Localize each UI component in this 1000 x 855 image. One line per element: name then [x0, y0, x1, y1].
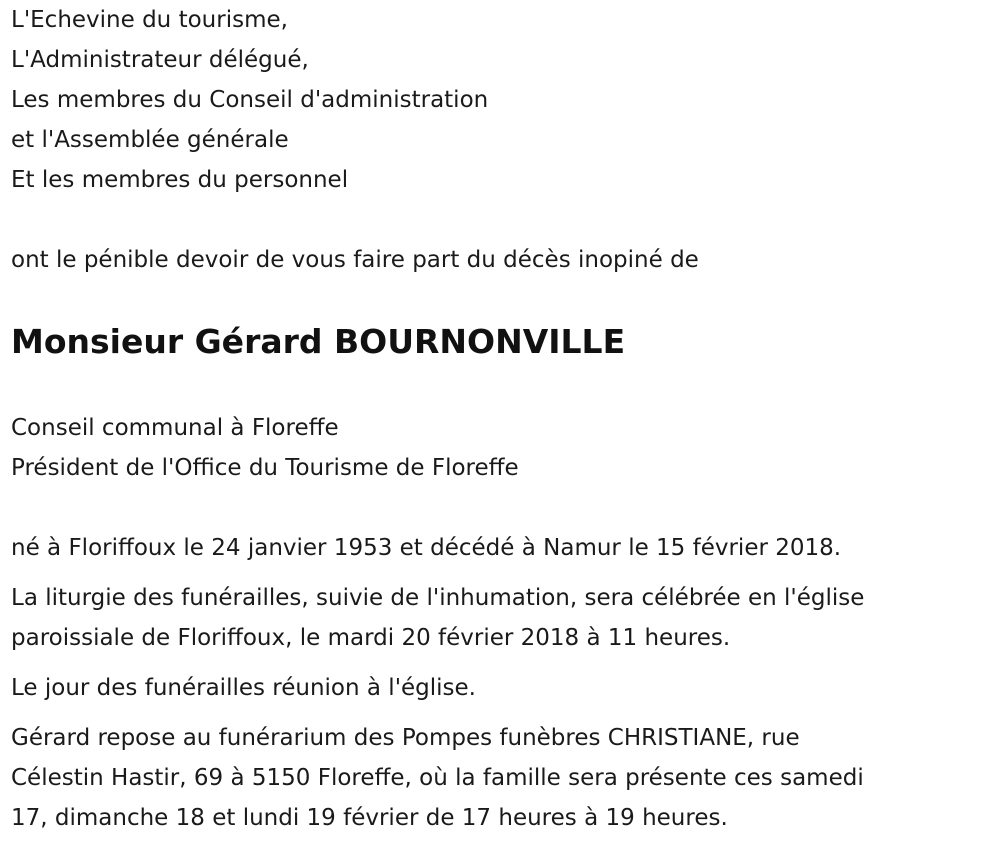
role-line: Conseil communal à Floreffe [11, 415, 339, 441]
liturgy-line: paroissiale de Floriffoux, le mardi 20 février 2018 à 11 heures. [11, 625, 731, 651]
visitation-line: Célestin Hastir, 69 à 5150 Floreffe, où la famille sera présente ces samedi [11, 765, 864, 791]
intro-block [11, 240, 996, 280]
signatory-line: L'Administrateur délégué, [11, 47, 309, 73]
signatories-block [11, 0, 996, 200]
liturgy-paragraph [11, 578, 996, 658]
visitation-line: Gérard repose au funérarium des Pompes funèbres CHRISTIANE, rue [11, 725, 800, 751]
visitation-paragraph [11, 718, 996, 838]
signatory-line: et l'Assemblée générale [11, 127, 289, 153]
role-line: Président de l'Office du Tourisme de Floreffe [11, 455, 519, 481]
visitation-line: 17, dimanche 18 et lundi 19 février de 17 heures à 19 heures. [11, 805, 728, 831]
intro-text: ont le pénible devoir de vous faire part du décès inopiné de [11, 247, 699, 273]
roles-block [11, 408, 996, 488]
birth-death-paragraph: né à Floriffoux le 24 janvier 1953 et décédé à Namur le 15 février 2018. [11, 535, 842, 561]
death-notice [11, 0, 996, 838]
signatory-line: Et les membres du personnel [11, 167, 349, 193]
liturgy-line: La liturgie des funérailles, suivie de l'inhumation, sera célébrée en l'église [11, 585, 865, 611]
signatory-line: L'Echevine du tourisme, [11, 7, 288, 33]
deceased-name: Monsieur Gérard BOURNONVILLE [11, 322, 626, 361]
signatory-line: Les membres du Conseil d'administration [11, 87, 489, 113]
gathering-paragraph: Le jour des funérailles réunion à l'église. [11, 675, 476, 701]
